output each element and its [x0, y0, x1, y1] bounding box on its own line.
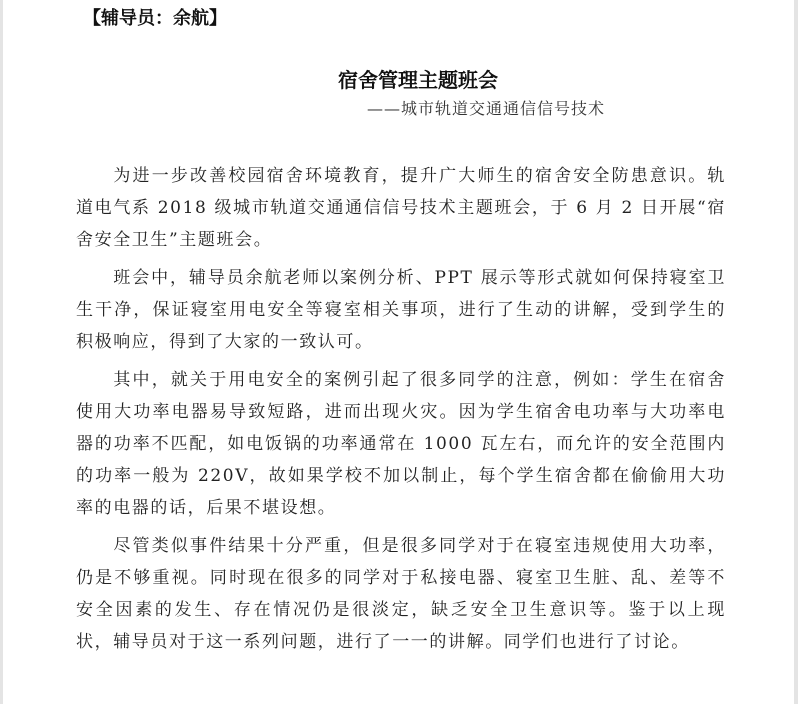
paragraph-meeting: 班会中，辅导员余航老师以案例分析、PPT 展示等形式就如何保持寝室卫生干净，保证寝室用电安全等寝室相关事项，进行了生动的讲解，受到学生的积极响应，得到了大家的一致认可。: [76, 268, 726, 352]
document-body: [76, 160, 726, 664]
document-title: 宿舍管理主题班会: [338, 68, 498, 92]
paragraph-intro: 为进一步改善校园宿舍环境教育，提升广大师生的宿舍安全防患意识。轨道电气系 2018 级城市轨道交通通信信号技术主题班会，于 6 月 2 日开展“宿舍安全卫生”主题班会。: [76, 166, 726, 250]
document-subtitle: ——城市轨道交通通信信号技术: [367, 99, 606, 118]
counselor-label: 【辅导员：余航】: [83, 8, 227, 29]
paragraph-discussion: 尽管类似事件结果十分严重，但是很多同学对于在寝室违规使用大功率，仍是不够重视。同时现在很多的同学对于私接电器、寝室卫生脏、乱、差等不安全因素的发生、存在情况仍是很淡定，缺乏安全卫生意识等。鉴于以上现状，辅导员对于这一系列问题，进行了一一的讲解。同学们也进行了讨论。: [76, 536, 726, 652]
paragraph-electric-safety: 其中，就关于用电安全的案例引起了很多同学的注意，例如：学生在宿舍使用大功率电器易导致短路，进而出现火灾。因为学生宿舍电功率与大功率电器的功率不匹配，如电饭锅的功率通常在 1000 瓦左右，而允许的安全范围内的功率一般为 220V，故如果学校不加以制止，每个学生宿舍都在偷偷用大功率的电器的话，后果不堪设想。: [76, 370, 726, 518]
